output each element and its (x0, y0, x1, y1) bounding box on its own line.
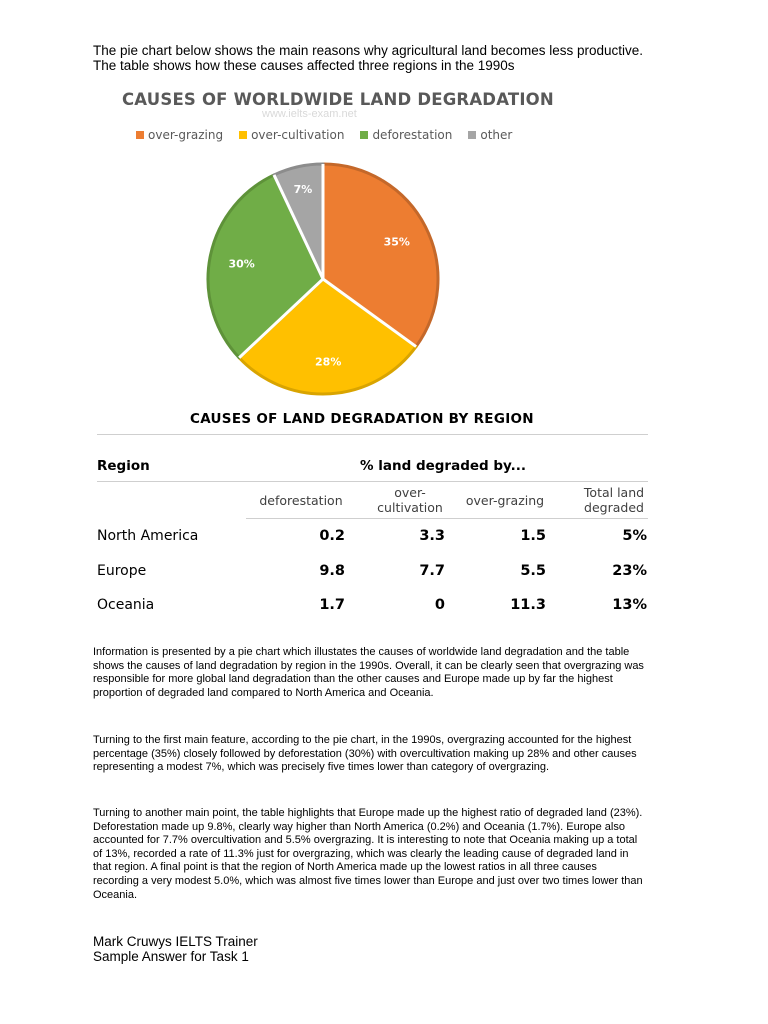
row-label: North America (97, 528, 199, 544)
table-cell: 23% (612, 563, 647, 579)
paragraph-line: responsible for more global land degradation than the other causes and Europe made up by far the highest (93, 673, 613, 686)
author-footer (93, 934, 258, 964)
legend-label: over-cultivation (251, 128, 345, 142)
table-divider (97, 481, 648, 482)
column-header-line: Total land (583, 485, 645, 500)
paragraph-line: accounted for 7.7% overcultivation and 5.5% overgrazing. It is interesting to note that Oceania making up a total (93, 834, 638, 847)
column-header-line: cultivation (377, 500, 443, 515)
table-cell: 7.7 (419, 563, 445, 579)
column-header-total (572, 485, 656, 515)
column-header-over-cultivation (370, 485, 450, 515)
table-divider (246, 518, 648, 519)
legend-label: other (480, 128, 513, 142)
intro-text (93, 43, 643, 73)
legend-item-over-grazing (136, 128, 223, 142)
legend-item-over-cultivation (239, 128, 344, 142)
table-cell: 11.3 (510, 597, 546, 613)
intro-line-1: The pie chart below shows the main reasons why agricultural land becomes less productive. (93, 43, 644, 58)
paragraph-line: that region. A final point is that the region of North America made up the lowest ratios in all three causes (93, 861, 597, 874)
table-cell: 5.5 (520, 563, 546, 579)
pie-chart (190, 160, 460, 400)
paragraph-1 (93, 646, 683, 700)
intro-line-2: The table shows how these causes affected three regions in the 1990s (93, 58, 515, 73)
pie-chart-title: CAUSES OF WORLDWIDE LAND DEGRADATION (122, 90, 554, 109)
footer-line-2: Sample Answer for Task 1 (93, 949, 249, 964)
table-title: CAUSES OF LAND DEGRADATION BY REGION (190, 411, 534, 427)
row-label: Oceania (97, 597, 155, 613)
legend-swatch (360, 131, 368, 139)
paragraph-line: representing a modest 7%, which was precisely five times lower than category of overgrazing. (93, 761, 550, 774)
legend-swatch (468, 131, 476, 139)
legend-label: deforestation (372, 128, 453, 142)
pie-legend (136, 128, 512, 142)
column-header-line: over- (394, 485, 426, 500)
slice-label: 28% (315, 355, 342, 369)
table-cell: 9.8 (319, 563, 345, 579)
slice-label: 35% (383, 235, 410, 249)
watermark: www.ielts-exam.net (262, 108, 357, 120)
paragraph-line: Turning to another main point, the table highlights that Europe made up the highest ratio of degraded land (23%). (93, 807, 643, 819)
table-cell: 1.5 (520, 528, 546, 544)
paragraph-line: percentage (35%) closely followed by deforestation (30%) with overcultivation making up 28% and other causes (93, 747, 637, 760)
paragraph-line: proportion of degraded land compared to North America and Oceania. (93, 686, 434, 699)
table-cell: 0 (434, 597, 445, 613)
paragraph-line: shows the causes of land degradation by region in the 1990s. Overall, it can be clearly seen that overgrazing was (93, 659, 644, 672)
slice-label: 7% (293, 183, 313, 197)
legend-swatch (136, 131, 144, 139)
paragraph-line: Turning to the first main feature, according to the pie chart, in the 1990s, overgrazing accounted for the highest (93, 734, 632, 746)
column-header-deforestation (250, 493, 352, 508)
paragraph-line: Deforestation made up 9.8%, clearly way higher than North America (0.2%) and Oceania (1.7%). Europe also (93, 820, 625, 833)
column-header-over-grazing (455, 493, 555, 508)
paragraph-line: Oceania. (93, 888, 138, 901)
table-cell: 0.2 (319, 528, 345, 544)
paragraph-line: Information is presented by a pie chart which illustates the causes of worldwide land degradation and the table (93, 646, 630, 658)
column-header-line: degraded (584, 500, 644, 515)
table-cell: 1.7 (319, 597, 345, 613)
table-header-group: % land degraded by... (360, 458, 526, 474)
table-header-region: Region (97, 458, 150, 474)
footer-line-1: Mark Cruwys IELTS Trainer (93, 934, 258, 949)
legend-item-other (468, 128, 512, 142)
table-cell: 13% (612, 597, 647, 613)
column-header-line: deforestation (259, 493, 343, 508)
legend-swatch (239, 131, 247, 139)
paragraph-2 (93, 734, 683, 775)
table-divider (97, 434, 648, 435)
row-label: Europe (97, 563, 147, 579)
column-header-line: over-grazing (465, 493, 545, 508)
paragraph-line: of 13%, recorded a rate of 11.3% just for overgrazing, which was clearly the leading cause of degraded land in (93, 847, 629, 860)
slice-label: 30% (228, 257, 255, 271)
paragraph-line: recording a very modest 5.0%, which was almost five times lower than Europe and just over two times lower than (93, 874, 643, 887)
paragraph-3 (93, 807, 683, 902)
table-cell: 5% (622, 528, 647, 544)
legend-item-deforestation (360, 128, 452, 142)
legend-label: over-grazing (148, 128, 224, 142)
table-cell: 3.3 (419, 528, 445, 544)
